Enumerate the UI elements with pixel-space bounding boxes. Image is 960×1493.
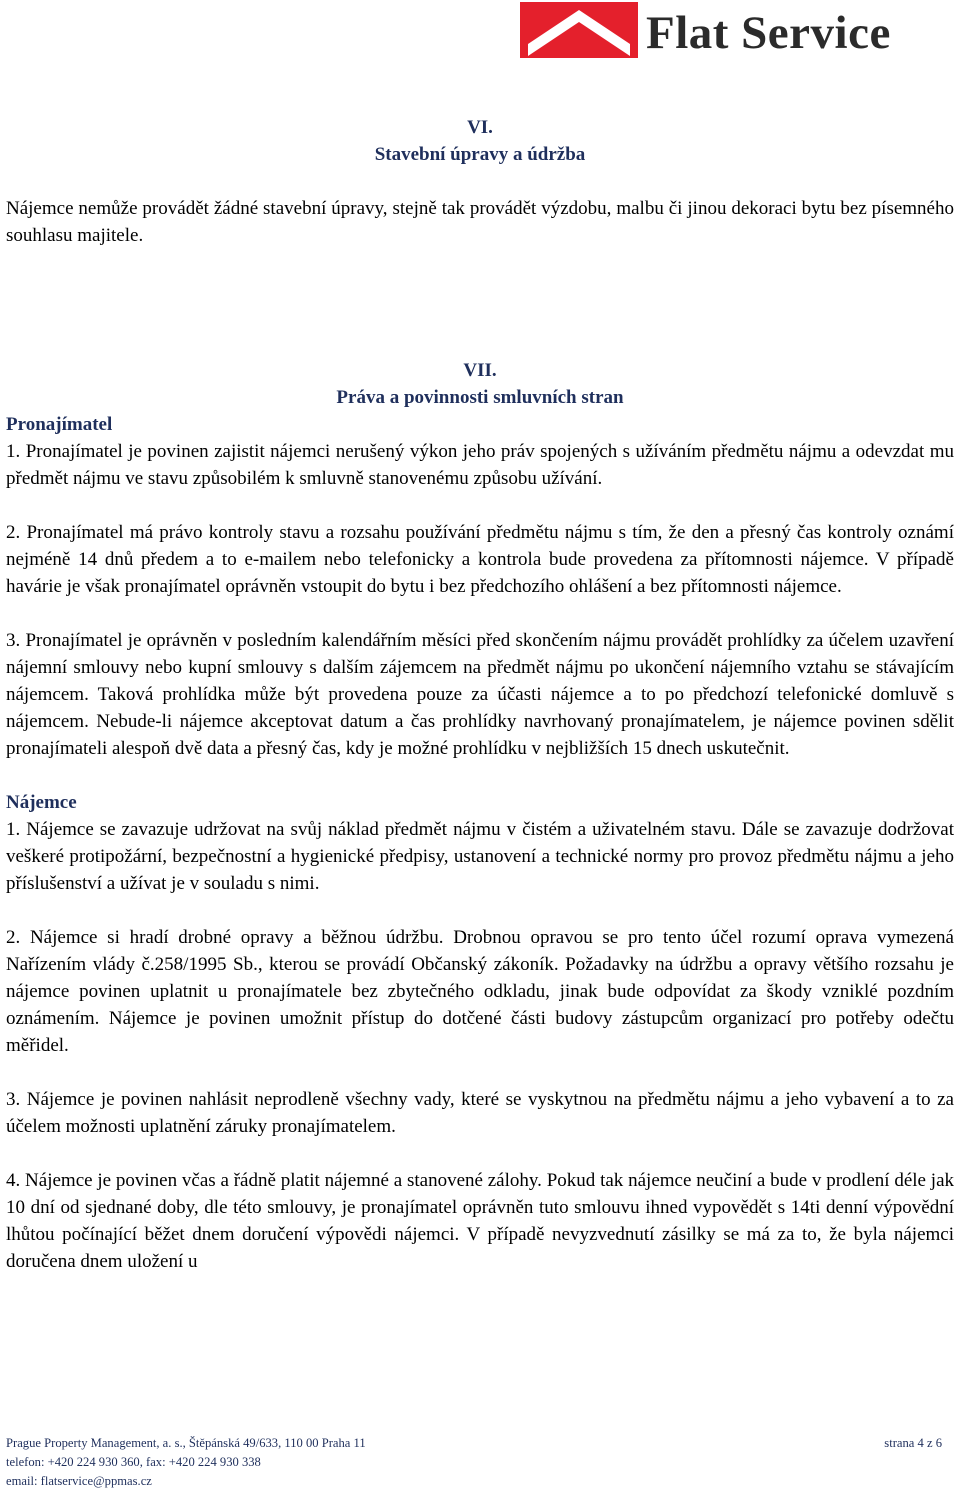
tenant-item-4: 4. Nájemce je povinen včas a řádně platit nájemné a stanovené zálohy. Pokud tak nájemce neučiní a bude v prodlení déle jak 10 dní od sjednané doby, dle této smlouvy, je pronajímatel oprávněn tuto smlouvu ihned vypovědět s 14ti denní výpovědní lhůtou počínající běžet dnem doručení výpovědi nájemci. V případě nevyzvednutí zásilky se má za to, že byla nájemci doručena dnem uložení u xyxy=(6,1170,954,1272)
tenant-item-1: 1. Nájemce se zavazuje udržovat na svůj náklad předmět nájmu v čistém a uživatelném stavu. Dále se zavazuje dodržovat veškeré protipožární, bezpečnostní a hygienické předpisy, ustanovení a technické normy pro provoz předmětu nájmu a jeho příslušenství a užívat je v souladu s nimi. xyxy=(6,819,954,894)
landlord-item-2: 2. Pronajímatel má právo kontroly stavu a rozsahu používání předmětu nájmu s tím, že den a přesný čas kontroly oznámí nejméně 14 dnů předem a to e-mailem nebo telefonicky a kontrola bude provedena za přítomnosti nájemce. V případě havárie je však pronajímatel oprávněn vstoupit do bytu i bez předchozího ohlášení a bez přítomnosti nájemce. xyxy=(6,522,954,597)
roof-chevron-logo-icon xyxy=(520,2,638,58)
document-body xyxy=(6,114,954,1275)
landlord-item-3: 3. Pronajímatel je oprávněn v posledním kalendářním měsíci před skončením nájmu provádět prohlídky za účelem uzavření nájemní smlouvy nebo kupní smlouvy s dalším zájemcem na předmět nájmu po ukončení nájemního vztahu se stávajícím nájemcem. Taková prohlídka může být provedena pouze za účasti nájemce a to po předchozí telefonické domluvě s nájemcem. Nebude-li nájemce akceptovat datum a čas prohlídky navrhovaný pronajímatelem, je nájemce povinen sdělit pronajímateli alespoň dvě data a přesný čas, kdy je možné prohlídku v nejbližších 15 dnech uskutečnit. xyxy=(6,630,954,759)
tenant-heading: Nájemce xyxy=(6,792,77,813)
landlord-heading: Pronajímatel xyxy=(6,414,113,435)
section-6-number: VI. xyxy=(467,117,493,138)
footer-email: email: flatservice@ppmas.cz xyxy=(6,1474,152,1488)
footer-page-number: strana 4 z 6 xyxy=(884,1436,942,1450)
tenant-item-3: 3. Nájemce je povinen nahlásit neprodleně všechny vady, které se vyskytnou na předmětu nájmu a jeho vybavení a to za účelem možnosti uplatnění záruky pronajímatelem. xyxy=(6,1089,954,1137)
tenant-item-2: 2. Nájemce si hradí drobné opravy a běžnou údržbu. Drobnou opravou se pro tento účel rozumí oprava vymezená Nařízením vlády č.258/1995 Sb., kterou se provádí Občanský zákoník. Požadavky na údržbu a opravy většího rozsahu je nájemce povinen uplatnit u pronajímatele bez zbytečného odkladu, jinak bude odpovídat za škody vzniklé pozdním oznámením. Nájemce je povinen umožnit přístup do dotčené části budovy zástupcům organizací pro potřeby odečtu měřidel. xyxy=(6,927,954,1056)
footer-company: Prague Property Management, a. s., Štěpánská 49/633, 110 00 Praha 11 xyxy=(6,1436,366,1450)
brand-name: Flat Service xyxy=(646,7,891,59)
footer-phone: telefon: +420 224 930 360, fax: +420 224 930 338 xyxy=(6,1455,261,1469)
section-6-text: Nájemce nemůže provádět žádné stavební úpravy, stejně tak provádět výzdobu, malbu či jinou dekoraci bytu bez písemného souhlasu majitele. xyxy=(6,198,954,246)
section-6-title: Stavební úpravy a údržba xyxy=(374,144,586,165)
section-7-number: VII. xyxy=(463,360,497,381)
landlord-item-1: 1. Pronajímatel je povinen zajistit nájemci nerušený výkon jeho práv spojených s užíváním předmětu nájmu a odevzdat mu předmět nájmu ve stavu způsobilém k smluvně stanovenému způsobu užívání. xyxy=(6,441,954,489)
page-footer xyxy=(6,1434,942,1491)
company-logo xyxy=(520,2,920,58)
section-7-title: Práva a povinnosti smluvních stran xyxy=(336,387,624,408)
